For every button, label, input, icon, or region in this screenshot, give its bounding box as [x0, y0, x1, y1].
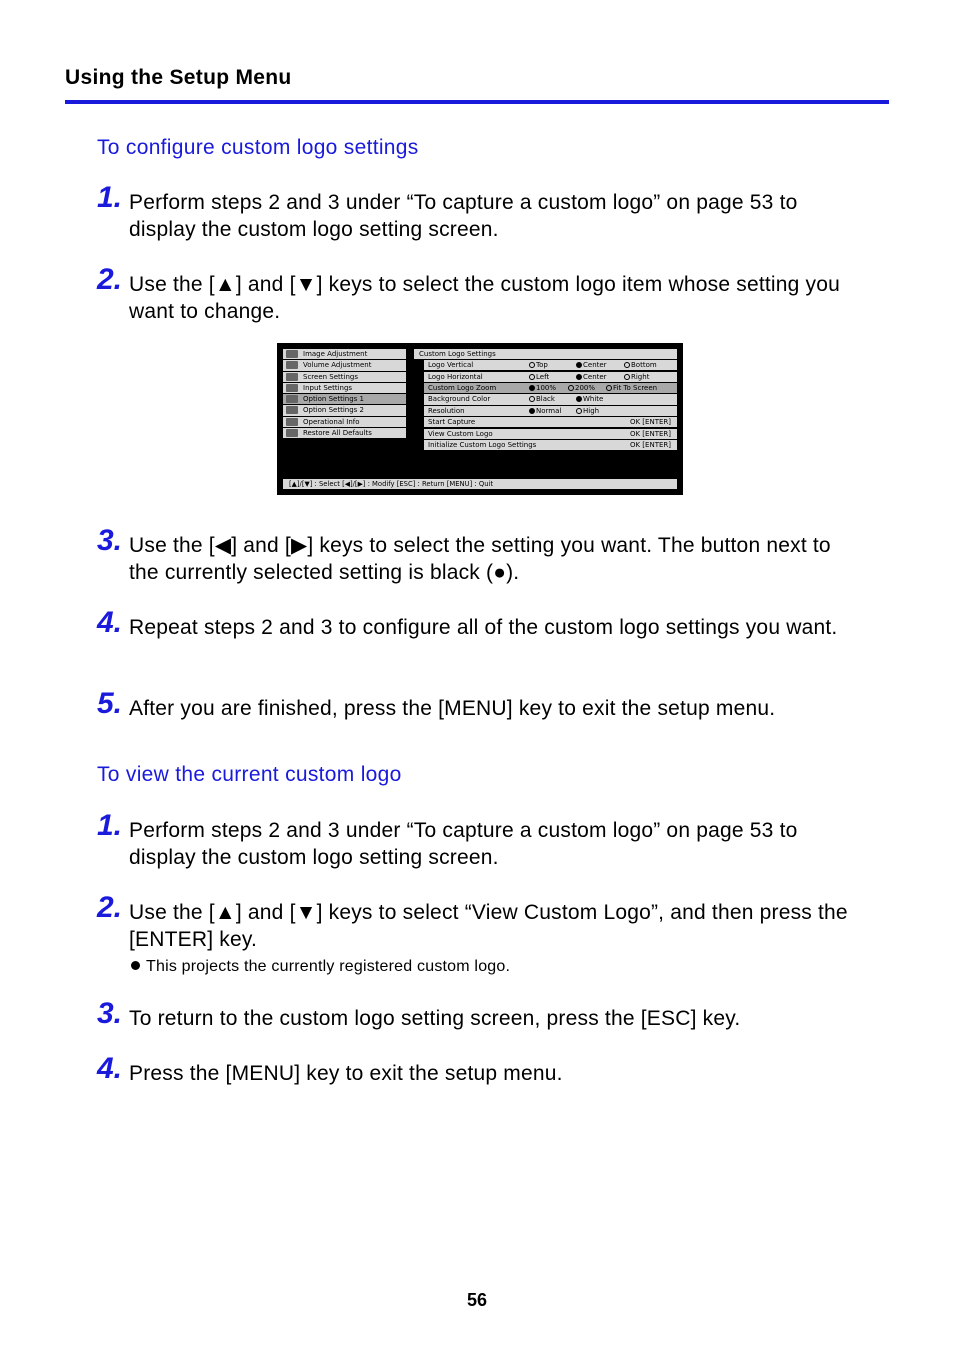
- input-icon: [286, 384, 298, 392]
- setup-menu-screenshot: [277, 343, 683, 495]
- step-number: 3.: [97, 524, 123, 557]
- row-view-custom-logo: View Custom Logo OK [ENTER]: [414, 429, 677, 439]
- step-text: Use the [▲] and [▼] keys to select the custom logo item whose setting you want to change.: [129, 273, 841, 323]
- radio-icon: [624, 374, 630, 380]
- step-item: [97, 891, 857, 953]
- panel-title: Custom Logo Settings: [414, 349, 677, 359]
- menu-item-screen-settings: Screen Settings: [283, 372, 406, 382]
- step-number: 1.: [97, 809, 123, 842]
- option-icon: [286, 395, 298, 403]
- step-text: To return to the custom logo setting screen, press the [ESC] key.: [129, 1007, 741, 1030]
- step-text: Perform steps 2 and 3 under “To capture a custom logo” on page 53 to display the custom logo setting screen.: [129, 819, 798, 869]
- step-number: 2.: [97, 891, 123, 924]
- step-item: [97, 263, 857, 325]
- screenshot-key-guide: [▲]/[▼] : Select [◀]/[▶] : Modify [ESC] : Return [MENU] : Quit: [283, 479, 677, 489]
- menu-item-image-adjustment: Image Adjustment: [283, 349, 406, 359]
- step-number: 1.: [97, 181, 123, 214]
- option-icon: [286, 406, 298, 414]
- restore-icon: [286, 429, 298, 437]
- step-item: [97, 1052, 857, 1087]
- step-item: [97, 997, 857, 1032]
- radio-icon: [529, 362, 535, 368]
- step-number: 4.: [97, 1052, 123, 1085]
- radio-icon: [576, 408, 582, 414]
- menu-item-option-settings-1: Option Settings 1: [283, 394, 406, 404]
- screen-icon: [286, 373, 298, 381]
- image-adjustment-icon: [286, 350, 298, 358]
- step-text: Perform steps 2 and 3 under “To capture a custom logo” on page 53 to display the custom logo setting screen.: [129, 191, 798, 241]
- radio-selected-icon: [576, 362, 582, 368]
- header-rule: [65, 100, 889, 104]
- row-logo-horizontal: Logo Horizontal Left Center Right: [414, 372, 677, 382]
- menu-item-operational-info: Operational Info: [283, 417, 406, 427]
- row-background-color: Background Color Black White: [414, 394, 677, 404]
- row-logo-vertical: Logo Vertical Top Center Bottom: [414, 360, 677, 370]
- step-number: 5.: [97, 687, 123, 720]
- step-text: Press the [MENU] key to exit the setup menu.: [129, 1062, 563, 1085]
- radio-icon: [568, 385, 574, 391]
- radio-selected-icon: [576, 374, 582, 380]
- section-heading-view: To view the current custom logo: [97, 763, 402, 786]
- row-custom-logo-zoom: Custom Logo Zoom 100% 200% Fit To Screen: [414, 383, 677, 393]
- bullet-note: This projects the currently registered custom logo.: [131, 958, 510, 976]
- step-item: [97, 809, 857, 871]
- step-text: After you are finished, press the [MENU] key to exit the setup menu.: [129, 697, 776, 720]
- row-resolution: Resolution Normal High: [414, 406, 677, 416]
- page-number: 56: [466, 1290, 488, 1310]
- menu-item-restore-defaults: Restore All Defaults: [283, 428, 406, 438]
- row-initialize-settings: Initialize Custom Logo Settings OK [ENTER]: [414, 440, 677, 450]
- radio-selected-icon: [529, 385, 535, 391]
- step-text: Use the [▲] and [▼] keys to select “View Custom Logo”, and then press the [ENTER] key.: [129, 901, 848, 951]
- step-number: 2.: [97, 263, 123, 296]
- step-text: Repeat steps 2 and 3 to configure all of the custom logo settings you want.: [129, 616, 838, 639]
- radio-icon: [624, 362, 630, 368]
- radio-icon: [606, 385, 612, 391]
- custom-logo-settings-panel: [414, 349, 677, 451]
- step-text: Use the [◀] and [▶] keys to select the setting you want. The button next to the currently selected setting is black (●).: [129, 534, 831, 584]
- radio-icon: [529, 396, 535, 402]
- step-item: [97, 687, 877, 722]
- menu-item-volume-adjustment: Volume Adjustment: [283, 360, 406, 370]
- radio-icon: [529, 374, 535, 380]
- setup-left-menu: [283, 349, 406, 439]
- radio-selected-icon: [576, 396, 582, 402]
- section-heading-configure: To configure custom logo settings: [97, 136, 419, 159]
- menu-item-option-settings-2: Option Settings 2: [283, 405, 406, 415]
- info-icon: [286, 418, 298, 426]
- page-header-title: Using the Setup Menu: [65, 66, 292, 89]
- menu-item-input-settings: Input Settings: [283, 383, 406, 393]
- step-item: [97, 606, 857, 641]
- row-start-capture: Start Capture OK [ENTER]: [414, 417, 677, 427]
- speaker-icon: [286, 361, 298, 369]
- radio-selected-icon: [529, 408, 535, 414]
- step-item: [97, 181, 857, 243]
- bullet-icon: [131, 961, 140, 970]
- step-number: 3.: [97, 997, 123, 1030]
- step-item: [97, 524, 857, 586]
- step-number: 4.: [97, 606, 123, 639]
